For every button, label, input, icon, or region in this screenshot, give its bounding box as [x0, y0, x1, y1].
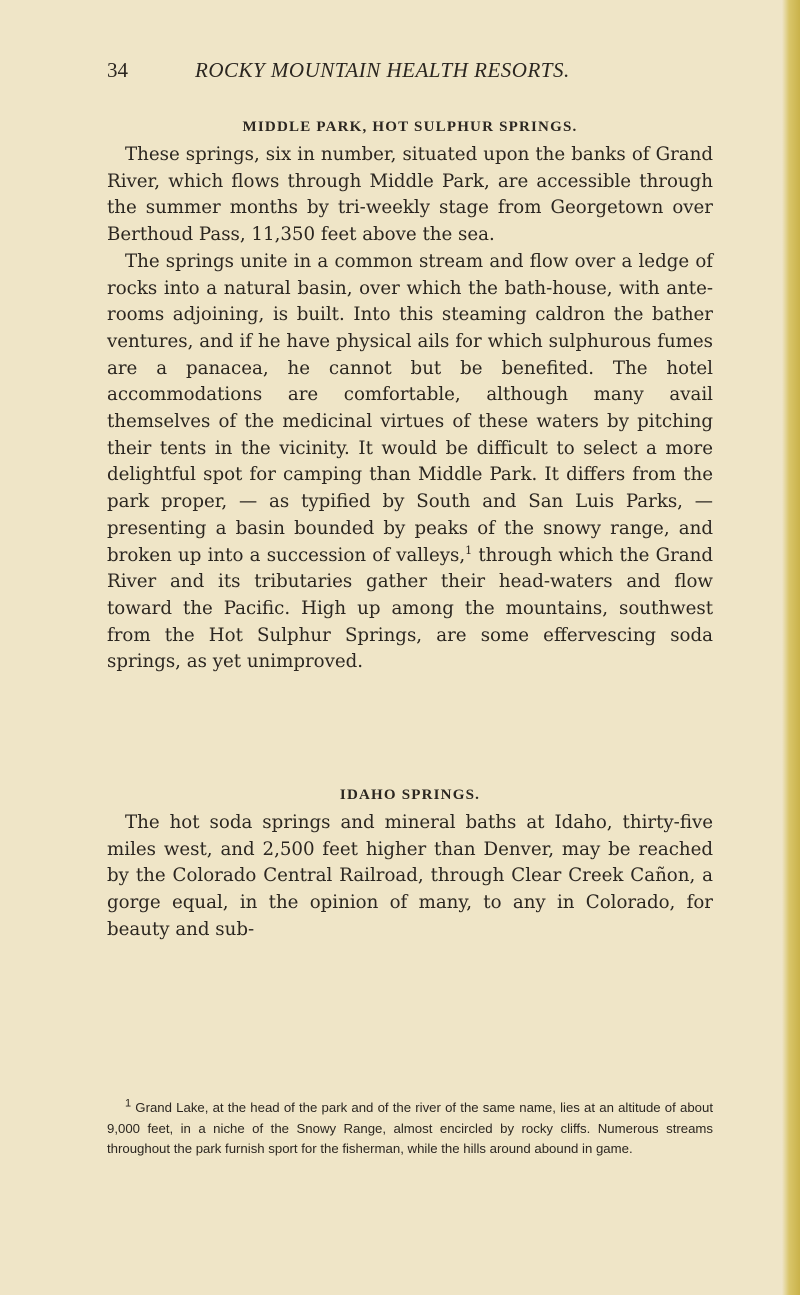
- paragraph: The hot soda springs and mineral baths at Idaho, thirty-five miles west, and 2,500 feet higher than Denver, may be reached by the Colorado Central Railroad, through Clear Creek Cañon, a gorge equal, in the opinion of many, to any in Colorado, for beauty and sub-: [107, 812, 713, 940]
- page-number: 34: [107, 58, 128, 82]
- footnote: [107, 1098, 713, 1160]
- section-middle-park: [107, 114, 713, 676]
- footnote-text: Grand Lake, at the head of the park and of the river of the same name, lies at an altitude of about 9,000 feet, in a niche of the Snowy Range, almost encircled by rocky cliffs. Numerous streams throughout the park furnish sport for the fisherman, while the hills around abound in game.: [107, 1100, 713, 1157]
- page-edge: [782, 0, 800, 1295]
- section-heading: MIDDLE PARK, HOT SULPHUR SPRINGS.: [242, 119, 578, 135]
- paragraph-text: The springs unite in a common stream and flow over a ledge of rocks into a natural basin, over which the bath-house, with ante-rooms adjoining, is built. Into this steaming caldron the bather ventures, and if he have physical ails for which sulphurous fumes are a panacea, he cannot but be benefited. The hotel accommodations are comfortable, although many avail themselves of the medicinal virtues of these waters by pitching their tents in the vicinity. It would be difficult to select a more delightful spot for camping than Middle Park. It differs from the park proper, — as typified by South and San Luis Parks, — presenting a basin bounded by peaks of the snowy range, and broken up into a succession of valleys,: [107, 250, 713, 566]
- paragraph-text: through which the Grand River and its tributaries gather their head-waters and flow toward the Pacific. High up among the mountains, southwest from the Hot Sulphur Springs, are some effervescing soda springs, as yet unimproved.: [107, 544, 713, 673]
- paragraph: These springs, six in number, situated upon the banks of Grand River, which flows through Middle Park, are accessible through the summer months by tri-weekly stage from Georgetown over Berthoud Pass, 11,350 feet above the sea.: [107, 144, 713, 246]
- page-header: [107, 58, 707, 88]
- section-heading: IDAHO SPRINGS.: [339, 787, 481, 803]
- footnote-marker: 1: [125, 1097, 132, 1110]
- footnote-reference: 1: [465, 543, 473, 557]
- footnote-paragraph: [107, 1098, 713, 1160]
- section-idaho-springs: [107, 782, 713, 944]
- paragraph: [107, 249, 713, 676]
- running-title: ROCKY MOUNTAIN HEALTH RESORTS.: [195, 58, 570, 82]
